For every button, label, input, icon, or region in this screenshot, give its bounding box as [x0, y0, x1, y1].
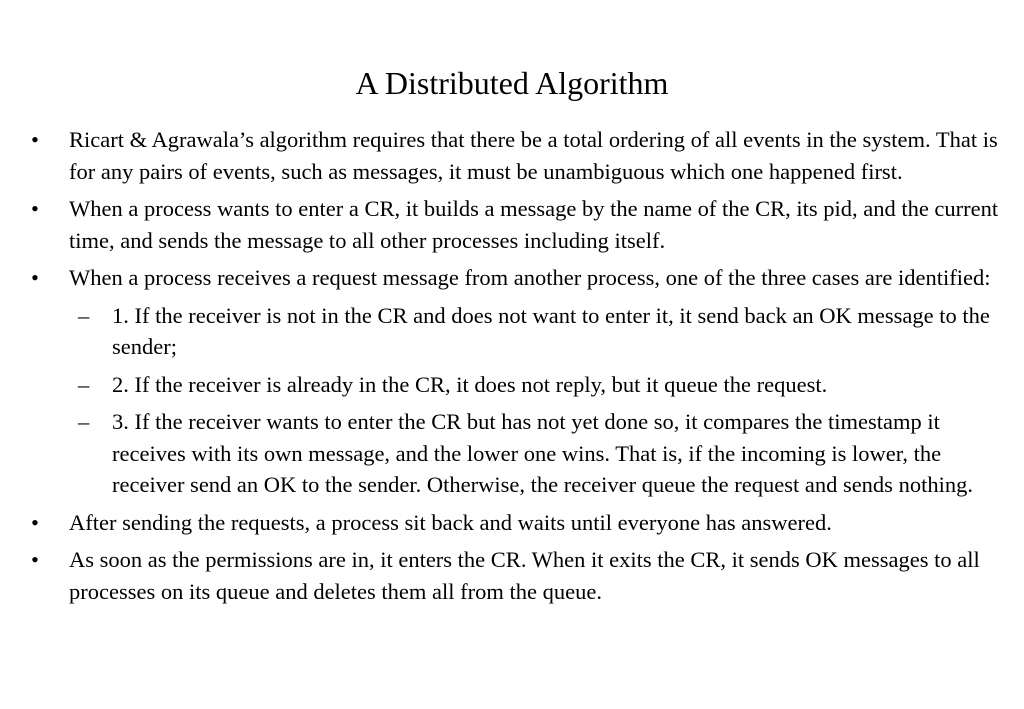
bullet-marker: •	[31, 127, 39, 152]
bullet-item	[30, 124, 1005, 187]
bullet-text: As soon as the permissions are in, it enters the CR. When it exits the CR, it sends OK messages to all processes on its queue and deletes them all from the queue.	[69, 547, 980, 604]
sub-bullet-item	[30, 406, 1005, 501]
sub-bullet-text: 1. If the receiver is not in the CR and does not want to enter it, it send back an OK message to the sender;	[112, 302, 990, 359]
sub-bullet-item	[30, 369, 1005, 401]
slide-title: A Distributed Algorithm	[355, 65, 669, 101]
bullet-list	[30, 124, 1005, 613]
bullet-marker: •	[31, 265, 39, 290]
dash-marker: –	[78, 302, 90, 328]
sub-bullet-item	[30, 300, 1005, 363]
bullet-item	[30, 507, 1005, 539]
bullet-marker: •	[31, 196, 39, 221]
dash-marker: –	[78, 371, 90, 397]
bullet-item	[30, 262, 1005, 294]
sub-bullet-text: 2. If the receiver is already in the CR, it does not reply, but it queue the request.	[112, 371, 828, 397]
bullet-text: When a process wants to enter a CR, it builds a message by the name of the CR, its pid, and the current time, and sends the message to all other processes including itself.	[69, 196, 999, 253]
bullet-item	[30, 544, 1005, 607]
bullet-item	[30, 193, 1005, 256]
bullet-text: After sending the requests, a process sit back and waits until everyone has answered.	[69, 509, 832, 535]
bullet-marker: •	[31, 509, 39, 535]
bullet-marker: •	[31, 547, 39, 572]
sub-bullet-text: 3. If the receiver wants to enter the CR but has not yet done so, it compares the timestamp it receives with its own message, and the lower one wins. That is, if the incoming is lower, the receiver send an OK to the sender. Otherwise, the receiver queue the request and sends nothing.	[112, 409, 973, 497]
bullet-text: When a process receives a request message from another process, one of the three cases are identified:	[69, 265, 991, 290]
dash-marker: –	[78, 409, 90, 434]
bullet-text: Ricart & Agrawala’s algorithm requires that there be a total ordering of all events in the system. That is for any pairs of events, such as messages, it must be unambiguous which one happened first.	[69, 127, 998, 184]
